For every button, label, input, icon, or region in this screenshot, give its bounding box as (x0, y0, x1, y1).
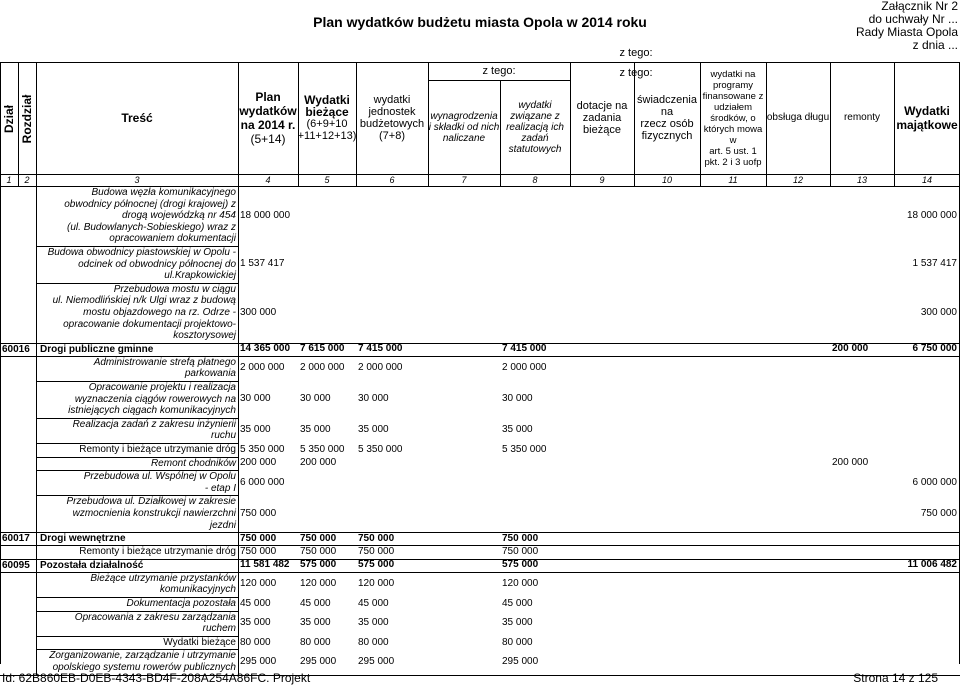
value-biezace: 120 000 (300, 578, 337, 590)
account-code: 60017 (2, 533, 30, 545)
item-description (40, 458, 236, 470)
value-jednostek: 30 000 (358, 393, 389, 405)
attachment-line: Rady Miasta Opola (855, 25, 958, 39)
value-plan: 750 000 (240, 532, 277, 544)
value-statutowe: 750 000 (502, 532, 539, 544)
value-statutowe: 35 000 (502, 424, 533, 436)
value-plan: 295 000 (240, 656, 277, 667)
value-plan: 45 000 (240, 597, 271, 609)
item-description (40, 444, 236, 456)
description-line: ul. Niemodlińskiej n/k Ulgi wraz z budową (52, 295, 236, 307)
header-text: zadań (521, 132, 549, 144)
value-jednostek: 7 415 000 (358, 343, 403, 355)
value-statutowe: 295 000 (502, 656, 539, 667)
value-plan: 30 000 (240, 393, 271, 405)
value-jednostek: 120 000 (358, 578, 395, 590)
header-text: których mowa w (703, 123, 763, 146)
value-biezace: 2 000 000 (300, 362, 345, 374)
column-number: 3 (134, 175, 140, 185)
header-text: udziałem (713, 101, 753, 113)
column-number: 9 (599, 175, 605, 185)
header-text: dotacje na (576, 100, 628, 112)
column-tresc (36, 62, 238, 174)
column-majatkowe (894, 62, 960, 174)
account-code: 60095 (2, 559, 30, 571)
item-description (40, 637, 236, 649)
description-line: (ul. Budowlanych-Sobieskiego) wraz z (67, 221, 236, 233)
header-text: środków, o (710, 112, 756, 124)
header-text: remonty (843, 112, 881, 123)
document-id: Id: 62B860EB-D0EB-4343-BD4F-208A254A86FC. Projekt (2, 671, 311, 685)
header-text: na 2014 r. (240, 118, 296, 132)
value-biezace: 5 350 000 (300, 443, 345, 455)
value-statutowe: 30 000 (502, 393, 533, 405)
description-line: kosztorysowej (173, 330, 236, 342)
header-text: wynagrodzenia (430, 110, 498, 122)
column-number: 4 (265, 175, 271, 185)
value-majatkowe: 1 537 417 (912, 258, 957, 270)
column-number: 13 (856, 175, 867, 185)
value-statutowe: 80 000 (502, 636, 533, 648)
value-jednostek: 575 000 (358, 559, 395, 571)
description-line: Budowa węzła komunikacyjnego (91, 187, 236, 198)
item-description (40, 284, 236, 342)
column-swiadczenia (634, 62, 700, 174)
value-biezace: 575 000 (300, 559, 337, 571)
grid-line (0, 532, 960, 533)
value-biezace: 750 000 (300, 546, 337, 557)
description-line: Przebudowa ul. Wspólnej w Opolu (83, 471, 236, 483)
description-line: Remonty i bieżące utrzymanie dróg (79, 444, 236, 455)
description-line: - etap I (204, 482, 236, 494)
value-biezace: 7 615 000 (300, 343, 345, 355)
description-line: Dokumentacja pozostała (126, 598, 236, 609)
column-number: 14 (921, 175, 932, 185)
value-plan: 5 350 000 (240, 443, 285, 455)
account-name: Drogi publiczne gminne (40, 343, 154, 355)
value-statutowe: 5 350 000 (502, 443, 547, 455)
account-name: Drogi wewnętrzne (40, 533, 126, 545)
header-text: naliczane (442, 132, 486, 144)
description-line: Przebudowa mostu w ciągu (113, 283, 236, 295)
value-biezace: 35 000 (300, 617, 331, 629)
value-statutowe: 575 000 (502, 559, 539, 571)
attachment-line: do uchwały Nr ... (868, 12, 958, 26)
description-line: jezdni (209, 519, 236, 531)
column-number: 1 (6, 175, 12, 185)
column-dotacje (570, 62, 634, 174)
column-jednostek (356, 62, 428, 174)
value-plan: 35 000 (240, 617, 271, 629)
grid-line (0, 559, 960, 560)
value-statutowe: 2 000 000 (502, 362, 547, 374)
value-statutowe: 7 415 000 (502, 343, 547, 355)
column-plan (238, 62, 298, 174)
header-text: i składki od nich (428, 121, 500, 133)
value-majatkowe: 11 006 482 (907, 559, 957, 571)
value-plan: 6 000 000 (240, 476, 285, 488)
column-statutowe (500, 80, 570, 174)
header-text: wydatki (373, 94, 411, 106)
column-number: 7 (461, 175, 467, 185)
item-description (40, 573, 236, 596)
header-text: związane z (510, 110, 560, 122)
column-number: 8 (532, 175, 538, 185)
z-tego-label: z tego: (482, 65, 516, 78)
description-line: Remont chodników (150, 457, 236, 469)
column-number: 10 (661, 175, 672, 185)
header-text: pkt. 2 i 3 uofp (704, 156, 762, 168)
value-statutowe: 45 000 (502, 597, 533, 609)
column-biezace (298, 62, 356, 174)
item-description (40, 247, 236, 282)
column-number: 2 (24, 175, 30, 185)
item-description (40, 419, 236, 442)
header-text: wydatki (518, 99, 552, 111)
description-line: mostu objazdowego na rz. Odrze - (83, 306, 236, 318)
header-text: bieżące (305, 105, 349, 119)
value-plan: 750 000 (240, 546, 277, 557)
value-statutowe: 35 000 (502, 617, 533, 629)
value-biezace: 750 000 (300, 532, 337, 544)
value-remonty: 200 000 (832, 343, 869, 355)
header-text: (6+9+10 (306, 118, 348, 130)
value-jednostek: 35 000 (358, 424, 389, 436)
grid-line (0, 62, 1, 664)
description-line: opracowaniem dokumentacji (109, 233, 236, 245)
column-programy (700, 62, 766, 174)
item-description (40, 187, 236, 245)
header-text: majątkowe (896, 118, 958, 132)
item-description (40, 598, 236, 610)
value-plan: 300 000 (240, 306, 277, 318)
header-text: wydatki na (710, 68, 756, 80)
z-tego-label: z tego: (619, 67, 653, 79)
header-text: obsługa długu (766, 112, 830, 123)
header-text: fizycznych (641, 130, 693, 142)
value-plan: 14 365 000 (240, 343, 291, 355)
header-text: art. 5 ust. 1 (709, 145, 757, 157)
value-biezace: 45 000 (300, 597, 331, 609)
value-plan: 200 000 (240, 457, 277, 469)
value-majatkowe: 300 000 (920, 306, 957, 318)
column-rozdzial: Rozdział (20, 94, 34, 144)
grid-line (18, 62, 19, 186)
header-text: realizacją ich (506, 121, 564, 133)
value-plan: 2 000 000 (240, 362, 285, 374)
header-text: Plan (255, 90, 281, 104)
description-line: Przebudowa ul. Działkowej w zakresie (66, 496, 236, 508)
item-description (40, 496, 236, 531)
account-name: Pozostała działalność (40, 559, 144, 571)
value-plan: 18 000 000 (240, 210, 291, 221)
value-majatkowe: 18 000 000 (906, 210, 957, 221)
header-text: programy (712, 79, 754, 91)
description-line: parkowania (184, 368, 236, 380)
item-description (40, 357, 236, 380)
description-line: Administrowanie strefą płatnego (93, 356, 236, 368)
item-description (40, 382, 236, 417)
value-jednostek: 5 350 000 (358, 443, 403, 455)
description-line: Realizacja zadań z zakresu inżynierii (72, 418, 236, 430)
description-line: drogą wojewódzką nr 454 (122, 210, 236, 222)
grid-line (36, 186, 37, 675)
value-biezace: 30 000 (300, 393, 331, 405)
attachment-line: z dnia ... (912, 38, 958, 52)
header-text: (5+14) (250, 132, 286, 146)
description-line: ruchu (210, 430, 236, 442)
attachment-line: Załącznik Nr 2 (881, 0, 958, 13)
value-statutowe: 750 000 (502, 546, 539, 557)
value-plan: 750 000 (240, 507, 277, 519)
description-line: odcinek od obwodnicy północnej do (78, 258, 236, 270)
value-jednostek: 295 000 (358, 656, 395, 667)
header-text: Treść (121, 111, 153, 125)
page-number: Strona 14 z 125 (853, 671, 938, 685)
column-number: 12 (792, 175, 803, 185)
column-number: 5 (324, 175, 330, 185)
item-description (40, 612, 236, 635)
description-line: wzmocnienia konstrukcji nawierzchni (72, 507, 236, 519)
value-majatkowe: 6 750 000 (912, 343, 957, 355)
value-remonty: 200 000 (832, 457, 869, 469)
item-description (40, 546, 236, 558)
column-dzial: Dział (2, 105, 16, 134)
account-code: 60016 (2, 343, 30, 355)
header-text: Wydatki (304, 93, 350, 107)
value-biezace: 295 000 (300, 656, 337, 667)
description-line: komunikacyjnych (159, 584, 236, 596)
value-biezace: 80 000 (300, 636, 331, 648)
value-jednostek: 2 000 000 (358, 362, 403, 374)
header-text: statutowych (508, 143, 562, 155)
column-number: 6 (389, 175, 395, 185)
value-statutowe: 120 000 (502, 578, 539, 590)
description-line: Opracowanie projektu i realizacja (88, 382, 236, 393)
z-tego-label: z tego: (619, 47, 653, 59)
description-line: opracowanie dokumentacji projektowo- (63, 318, 236, 330)
description-line: Zorganizowanie, zarządzanie i utrzymanie (49, 650, 236, 662)
value-plan: 11 581 482 (240, 559, 290, 571)
column-number: 11 (728, 175, 738, 185)
column-remonty (830, 62, 894, 174)
header-text: (7+8) (379, 130, 405, 142)
description-line: Wydatki bieżące (163, 636, 236, 648)
value-jednostek: 80 000 (358, 636, 389, 648)
description-line: opolskiego systemu rowerów publicznych (52, 661, 236, 673)
header-text: Wydatki (904, 104, 950, 118)
value-jednostek: 750 000 (358, 532, 395, 544)
header-text: rzecz osób (640, 118, 694, 130)
description-line: Bieżące utrzymanie przystanków (90, 572, 236, 584)
header-text: bieżące (583, 124, 621, 136)
value-jednostek: 35 000 (358, 617, 389, 629)
header-text: finansowane z (702, 90, 764, 102)
description-line: Remonty i bieżące utrzymanie dróg (79, 546, 236, 558)
header-text: wydatków (239, 104, 297, 118)
description-line: Opracowania z zakresu zarządzania (74, 611, 236, 623)
description-line: ruchem (202, 623, 236, 635)
header-text: budżetowych (359, 118, 425, 130)
grid-line (238, 186, 239, 675)
value-jednostek: 750 000 (358, 546, 395, 557)
column-wynagrodzenia (428, 80, 500, 174)
description-line: Budowa obwodnicy piastowskiej w Opolu - (47, 247, 236, 258)
column-obsluga-dlugu (766, 62, 830, 174)
description-line: ul.Krapkowickiej (164, 270, 236, 282)
value-majatkowe: 6 000 000 (912, 476, 957, 488)
value-plan: 35 000 (240, 424, 271, 436)
header-text: świadczenia na (637, 94, 697, 118)
value-plan: 80 000 (240, 636, 271, 648)
header-text: +11+12+13) (297, 130, 357, 142)
page-title: Plan wydatków budżetu miasta Opola w 2014 roku (313, 14, 647, 30)
value-biezace: 35 000 (300, 424, 331, 436)
header-text: jednostek (368, 106, 416, 118)
value-majatkowe: 750 000 (920, 507, 957, 519)
description-line: istniejących ciągach komunikacyjnych (68, 405, 236, 417)
value-plan: 120 000 (240, 578, 277, 590)
description-line: wyznaczenia ciągów rowerowych na (74, 393, 236, 405)
header-text: zadania (582, 112, 622, 124)
value-plan: 1 537 417 (240, 258, 285, 270)
value-jednostek: 45 000 (358, 597, 389, 609)
description-line: obwodnicy północnej (drogi krajowej) z (64, 198, 236, 210)
item-description (40, 471, 236, 494)
value-biezace: 200 000 (300, 457, 337, 469)
